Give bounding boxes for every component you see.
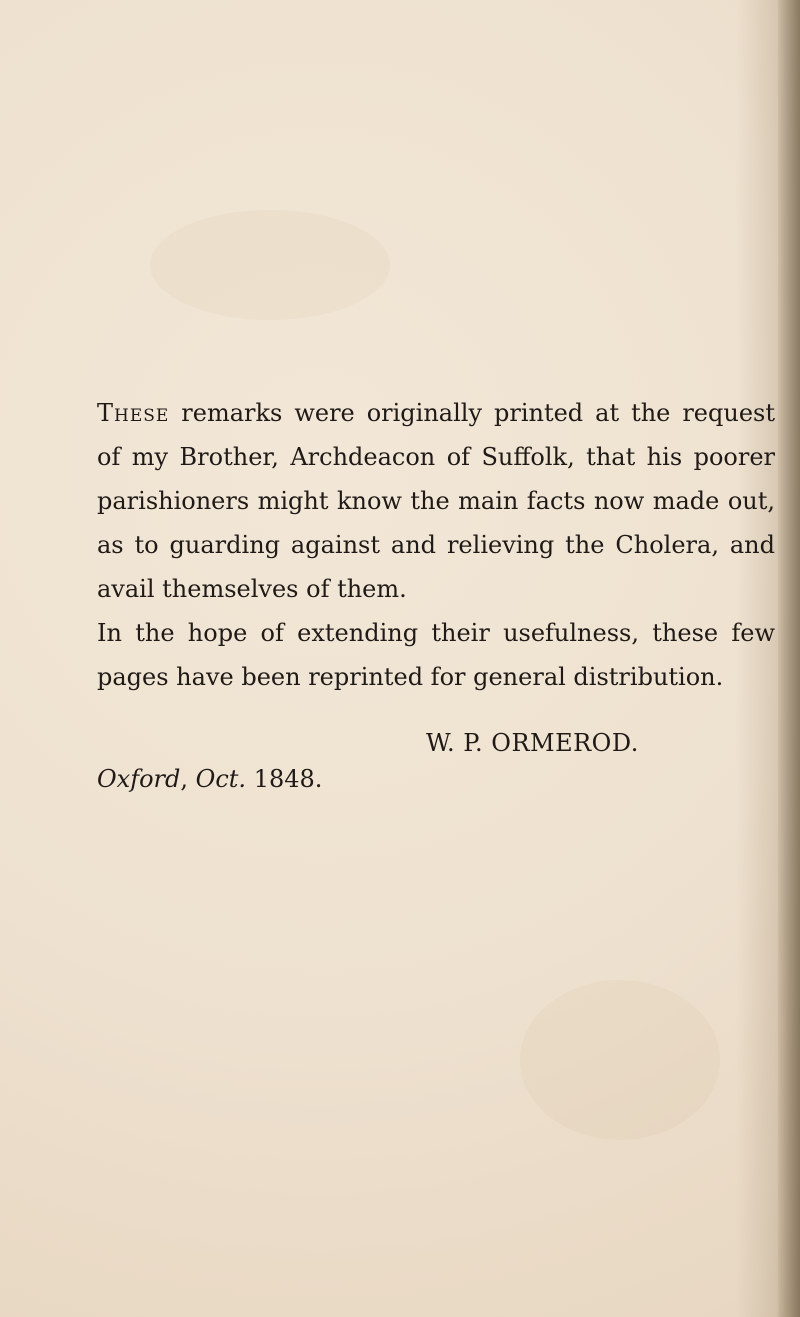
dateline xyxy=(97,765,322,793)
paragraph-1-lead: These xyxy=(97,399,170,427)
paper-stain xyxy=(520,980,720,1140)
dateline-month: Oct. xyxy=(195,765,247,793)
paper-stain xyxy=(150,210,390,320)
dateline-year: 1848. xyxy=(253,765,323,793)
paragraph-2 xyxy=(97,611,775,699)
dateline-comma: , xyxy=(180,765,196,793)
dateline-place: Oxford xyxy=(97,765,181,793)
dateline-space xyxy=(246,765,254,793)
page-edge xyxy=(778,0,800,1317)
paragraph-2-text: In the hope of extending their usefulness, these few pages have been reprinted for general distribution. xyxy=(97,619,775,691)
body-text xyxy=(97,391,775,699)
paragraph-1-text: remarks were originally printed at the request of my Brother, Archdeacon of Suffolk, that his poorer parishioners might know the main facts now made out, as to guarding against and relieving the Cholera, and avail themselves of them. xyxy=(97,399,775,603)
paragraph-1 xyxy=(97,391,775,611)
signature: W. P. ORMEROD. xyxy=(426,729,639,757)
